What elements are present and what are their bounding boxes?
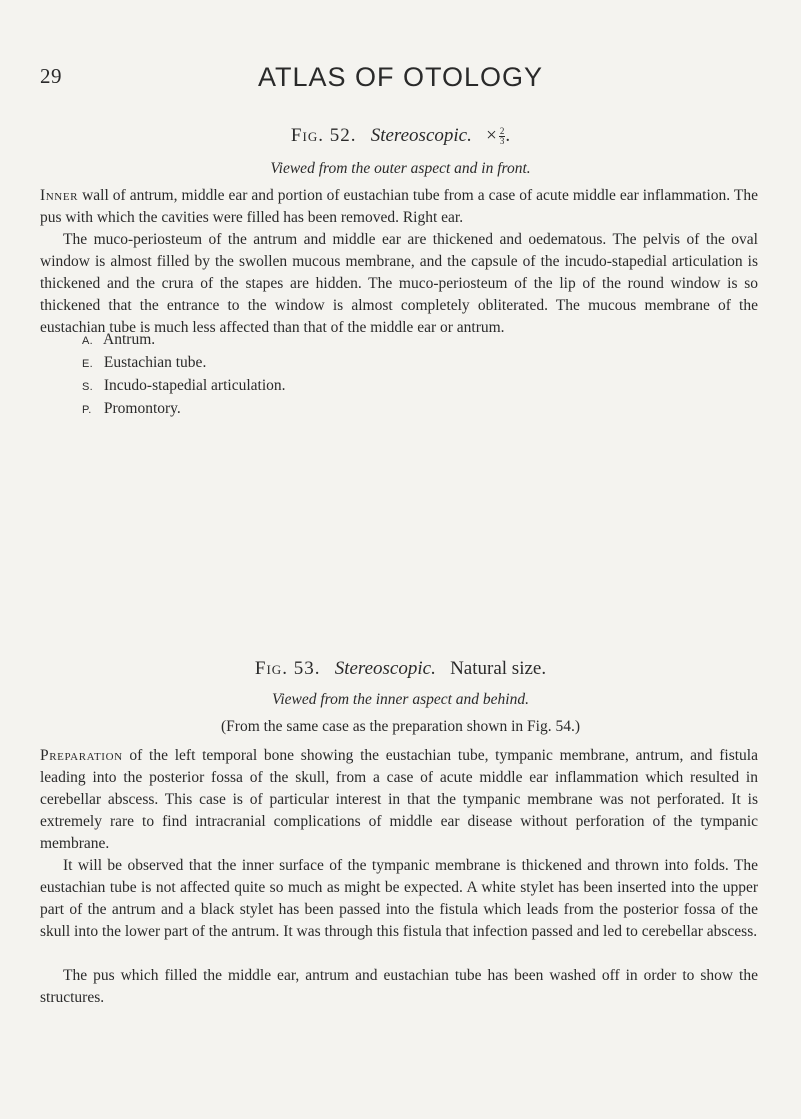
- fig52-para1-lead: Inner: [40, 187, 79, 204]
- fig52-label: Fig. 52.: [290, 125, 357, 146]
- legend-text: Antrum.: [103, 331, 156, 348]
- legend-key: E.: [82, 358, 93, 370]
- fig52-title: Stereoscopic.: [370, 125, 472, 146]
- fig53-size: Natural size.: [450, 658, 547, 679]
- fig53-title: Stereoscopic.: [334, 658, 436, 679]
- legend-item: [82, 352, 286, 375]
- legend-text: Incudo-stapedial articulation.: [103, 377, 286, 394]
- fig52-paragraph-2: The muco-periosteum of the antrum and middle ear are thickened and oedematous. The pelvis of the oval window is almost filled by the swollen mucous membrane, and the capsule of the incudo-stapedial articulation is thickened and the crura of the stapes are hidden. The muco-periosteum of the lip of the round window is so thickened that the entrance to the window is almost completely obliterated. The mucous membrane of the eustachian tube is much less affected than that of the middle ear or antrum.: [40, 231, 758, 336]
- fig53-para1-lead: Preparation: [40, 747, 123, 764]
- fig53-note: (From the same case as the preparation shown in Fig. 54.): [221, 718, 580, 735]
- legend-key: P.: [82, 404, 92, 416]
- legend-key: S.: [82, 381, 93, 393]
- legend-item: [82, 329, 286, 352]
- page-header: [0, 62, 801, 96]
- fig53-heading: [0, 658, 801, 680]
- legend-item: [82, 398, 286, 421]
- fig52-subtitle: Viewed from the outer aspect and in front.: [270, 160, 531, 177]
- fig52-paragraph-1: [40, 185, 758, 229]
- running-title: ATLAS OF OTOLOGY: [257, 62, 544, 92]
- fig53-label: Fig. 53.: [254, 658, 321, 679]
- fig53-paragraph-2: It will be observed that the inner surface of the tympanic membrane is thickened and thrown into folds. The eustachian tube is not affected quite so much as might be expected. A white stylet has been inserted into the upper part of the antrum and a black stylet has been passed into the fistula which leads from the posterior fossa of the skull into the lower part of the antrum. It was through this fistula that infection passed and led to cerebellar abscess.: [40, 857, 758, 940]
- fig52-scale-denominator: 3: [499, 136, 505, 147]
- fig53-para1-text: of the left temporal bone showing the eustachian tube, tympanic membrane, antrum, and fistula leading into the posterior fossa of the skull, from a case of acute middle ear inflammation which resulted in cerebellar abscess. This case is of particular interest in that the tympanic membrane was not perforated. It is extremely rare to find intracranial complications of middle ear disease without perforation of the tympanic membrane.: [40, 747, 758, 852]
- fig52-scale-suffix: .: [505, 125, 511, 146]
- legend-text: Eustachian tube.: [103, 354, 207, 371]
- fig52-scale-numerator: 2: [499, 126, 505, 137]
- legend-item: [82, 375, 286, 398]
- fig52-para1-text: wall of antrum, middle ear and portion of eustachian tube from a case of acute middle ear inflammation. The pus with which the cavities were filled has been removed. Right ear.: [40, 187, 758, 226]
- fig52-legend: [82, 329, 286, 421]
- legend-key: A.: [82, 335, 93, 347]
- legend-text: Promontory.: [103, 400, 181, 417]
- fig53-subtitle: Viewed from the inner aspect and behind.: [272, 691, 529, 708]
- fig53-paragraph-3: The pus which filled the middle ear, antrum and eustachian tube has been washed off in order to show the structures.: [40, 967, 758, 1006]
- page-number: 29: [40, 64, 62, 88]
- fig53-paragraph-1: [40, 745, 758, 855]
- fig52-heading: [0, 125, 801, 147]
- fig52-scale-prefix: ×: [486, 125, 497, 146]
